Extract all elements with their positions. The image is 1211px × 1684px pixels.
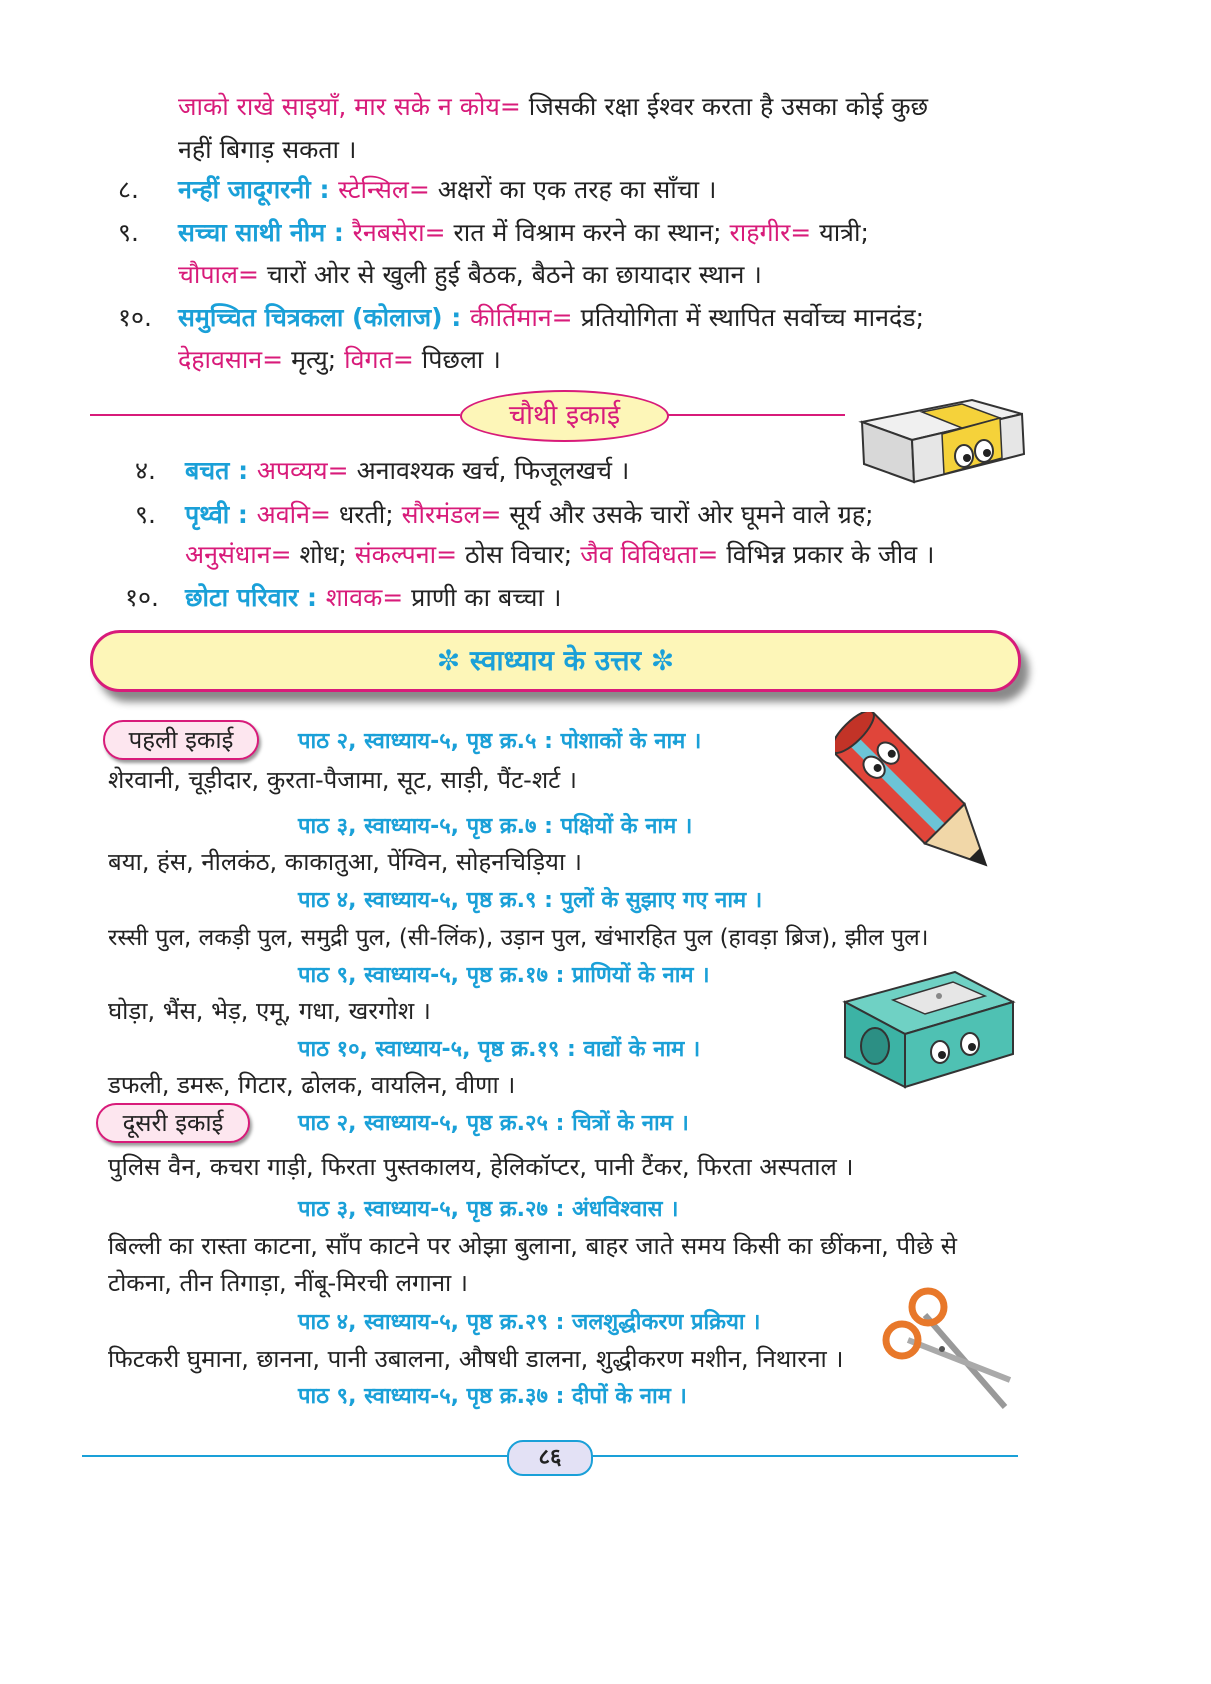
lesson-title: बचत : <box>185 456 257 485</box>
term: राहगीर= <box>729 218 812 247</box>
term: विगत= <box>344 345 414 374</box>
item-number: १०. <box>125 583 159 612</box>
definition: ठोस विचार; <box>457 540 581 569</box>
definition: अनावश्यक खर्च, फिजूलखर्च । <box>348 456 630 485</box>
item-number: ९. <box>135 500 156 529</box>
glossary-line <box>178 303 924 333</box>
eraser-illustration <box>852 392 1032 487</box>
footer-line <box>82 1455 507 1457</box>
definition: विभिन्न प्रकार के जीव । <box>718 540 935 569</box>
definition: अक्षरों का एक तरह का साँचा । <box>429 175 717 204</box>
term: देहावसान= <box>178 345 284 374</box>
footer-line <box>590 1455 1018 1457</box>
term: अनुसंधान= <box>185 540 292 569</box>
answer-heading: पाठ १०, स्वाध्याय-५, पृष्ठ क्र.१९ : वाद्यों के नाम । <box>298 1037 701 1062</box>
term: संकल्पना= <box>354 540 458 569</box>
definition: शोध; <box>291 540 355 569</box>
answer-text: रस्सी पुल, लकड़ी पुल, समुद्री पुल, (सी-लिंक), उड़ान पुल, खंभारहित पुल (हावड़ा ब्रिज), झील पुल। <box>108 925 929 951</box>
lesson-title: सच्चा साथी नीम : <box>178 218 353 247</box>
answer-heading: पाठ ९, स्वाध्याय-५, पृष्ठ क्र.१७ : प्राणियों के नाम । <box>298 963 710 988</box>
glossary-line <box>178 260 762 290</box>
definition: चारों ओर से खुली हुई बैठक, बैठने का छायादार स्थान । <box>258 260 762 289</box>
definition: प्राणी का बच्चा । <box>403 583 562 612</box>
item-number: ९. <box>118 218 139 247</box>
answer-heading: पाठ ३, स्वाध्याय-५, पृष्ठ क्र.७ : पक्षियों के नाम । <box>298 814 693 839</box>
term: रैनबसेरा= <box>352 218 446 247</box>
answer-text: टोकना, तीन तिगाड़ा, नींबू-मिरची लगाना । <box>108 1269 468 1297</box>
item-number: १०. <box>118 303 152 332</box>
sharpener-illustration <box>835 962 1020 1092</box>
answer-text: शेरवानी, चूड़ीदार, कुरता-पैजामा, सूट, साड़ी, पैंट-शर्ट । <box>108 766 577 794</box>
divider-line <box>90 414 460 416</box>
answer-heading: पाठ २, स्वाध्याय-५, पृष्ठ क्र.२५ : चित्रों के नाम । <box>298 1111 689 1136</box>
glossary-line: नहीं बिगाड़ सकता । <box>178 135 357 164</box>
definition: पिछला । <box>413 345 501 374</box>
glossary-line <box>185 500 874 530</box>
lesson-title: पृथ्वी : <box>185 500 257 529</box>
term: अपव्यय= <box>256 456 349 485</box>
glossary-line <box>178 218 869 248</box>
glossary-line <box>178 92 928 122</box>
term: चौपाल= <box>178 260 259 289</box>
item-number: ४. <box>135 456 156 485</box>
term: अवनि= <box>256 500 331 529</box>
definition: यात्री; <box>811 218 869 247</box>
answer-heading: पाठ ४, स्वाध्याय-५, पृष्ठ क्र.९ : पुलों के सुझाए गए नाम । <box>298 888 763 913</box>
glossary-line <box>185 456 629 486</box>
unit-label: पहली इकाई <box>103 720 259 760</box>
glossary-line <box>178 175 717 205</box>
answer-text: बया, हंस, नीलकंठ, काकातुआ, पेंग्विन, सोहनचिड़िया । <box>108 848 582 876</box>
answer-text: डफली, डमरू, गिटार, ढोलक, वायलिन, वीणा । <box>108 1071 516 1099</box>
scissors-illustration <box>880 1285 1020 1415</box>
unit-label: दूसरी इकाई <box>96 1103 250 1143</box>
term: शावक= <box>325 583 404 612</box>
glossary-line <box>185 540 935 570</box>
definition: मृत्यु; <box>283 345 345 374</box>
answer-text: फिटकरी घुमाना, छानना, पानी उबालना, औषधी डालना, शुद्धीकरण मशीन, निथारना । <box>108 1345 844 1373</box>
answer-text: घोड़ा, भैंस, भेड़, एमू, गधा, खरगोश । <box>108 997 431 1025</box>
term: जाको राखे साइयाँ, मार सके न कोय= <box>178 92 521 121</box>
answer-text: बिल्ली का रास्ता काटना, साँप काटने पर ओझा बुलाना, बाहर जाते समय किसी का छींकना, पीछे से <box>108 1232 957 1260</box>
pencil-illustration <box>835 712 1015 897</box>
answer-text: पुलिस वैन, कचरा गाड़ी, फिरता पुस्तकालय, हेलिकॉप्टर, पानी टैंकर, फिरता अस्पताल । <box>108 1153 854 1181</box>
lesson-title: छोटा परिवार : <box>185 583 326 612</box>
unit-title: चौथी इकाई <box>460 390 669 442</box>
lesson-title: नन्हीं जादूगरनी : <box>178 175 339 204</box>
term: स्टेन्सिल= <box>338 175 430 204</box>
glossary-line <box>178 345 501 375</box>
definition: रात में विश्राम करने का स्थान; <box>445 218 730 247</box>
definition: धरती; <box>330 500 402 529</box>
divider-line <box>665 414 845 416</box>
answer-heading: पाठ २, स्वाध्याय-५, पृष्ठ क्र.५ : पोशाकों के नाम । <box>298 729 702 754</box>
definition: प्रतियोगिता में स्थापित सर्वोच्च मानदंड; <box>572 303 925 332</box>
page-number: ८६ <box>507 1440 593 1476</box>
item-number: ८. <box>118 175 139 204</box>
answers-banner: ✼ स्वाध्याय के उत्तर ✼ <box>90 630 1021 692</box>
lesson-title: समुच्चित चित्रकला (कोलाज) : <box>178 303 470 332</box>
answer-heading: पाठ ९, स्वाध्याय-५, पृष्ठ क्र.३७ : दीपों के नाम । <box>298 1384 687 1409</box>
definition: जिसकी रक्षा ईश्वर करता है उसका कोई कुछ <box>520 92 929 121</box>
term: जैव विविधता= <box>580 540 719 569</box>
term: कीर्तिमान= <box>469 303 573 332</box>
definition: सूर्य और उसके चारों ओर घूमने वाले ग्रह; <box>501 500 874 529</box>
glossary-line <box>185 583 561 613</box>
answer-heading: पाठ ३, स्वाध्याय-५, पृष्ठ क्र.२७ : अंधविश्वास । <box>298 1197 679 1222</box>
answer-heading: पाठ ४, स्वाध्याय-५, पृष्ठ क्र.२९ : जलशुद्धीकरण प्रक्रिया । <box>298 1310 761 1335</box>
term: सौरमंडल= <box>401 500 502 529</box>
